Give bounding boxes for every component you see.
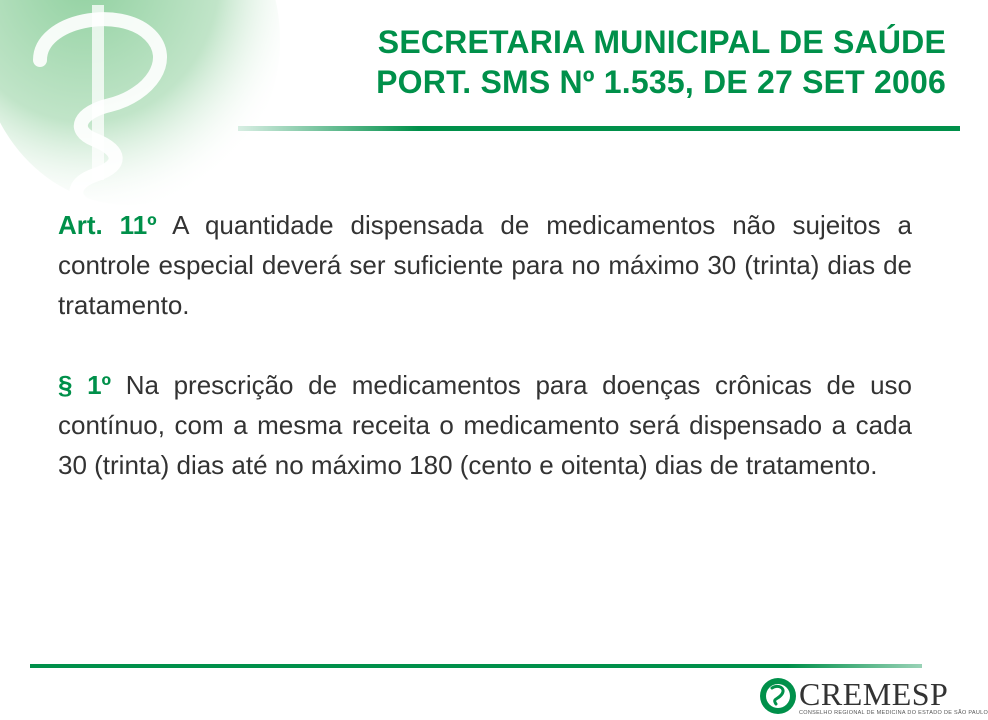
logo-name: CREMESP: [799, 676, 949, 712]
header-divider: [238, 126, 960, 131]
section-paragraph: [58, 365, 912, 485]
body-text: [58, 205, 912, 485]
title-line-2: PORT. SMS Nº 1.535, DE 27 SET 2006: [376, 64, 946, 100]
article-paragraph: [58, 205, 912, 325]
section-text: Na prescrição de medicamentos para doenças crônicas de uso contínuo, com a mesma receita o medicamento será dispensado a cada 30 (trinta) dias até no máximo 180 (cento e oitenta) dias de tratamento.: [58, 370, 913, 480]
article-text: A quantidade dispensada de medicamentos não sujeitos a controle especial deverá ser suficiente para no máximo 30 (trinta) dias de tratamento.: [58, 210, 913, 320]
section-label: § 1º: [58, 370, 112, 400]
article-label: Art. 11º: [58, 210, 157, 240]
footer-divider: [30, 664, 922, 668]
logo-subtitle: CONSELHO REGIONAL DE MEDICINA DO ESTADO DE SÃO PAULO: [799, 710, 988, 716]
page-title: [376, 22, 946, 102]
caduceus-watermark-icon: [0, 0, 300, 215]
title-line-1: SECRETARIA MUNICIPAL DE SAÚDE: [377, 24, 946, 60]
